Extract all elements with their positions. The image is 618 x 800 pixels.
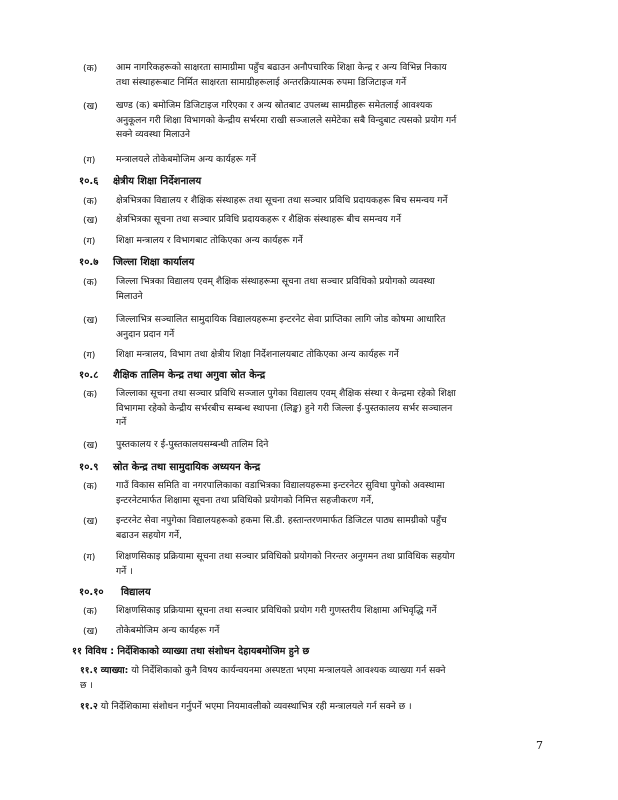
item-text-line: इन्टरनेट सेवा नपुगेका विद्यालयहरूको हकमा सि.डी. हस्तान्तरणमार्फत डिजिटल पाठ्य सामग्रीको पहुँच xyxy=(116,515,447,526)
item-text-line: अनुकूलन गरी शिक्षा विभागको केन्द्रीय सर्भरमा राखी सञ्जालले समेटेका सबै विन्दुबाट त्यसको प्रयोग गर्न xyxy=(116,114,457,126)
section-number: १०.८ xyxy=(79,370,99,381)
section-title: जिल्ला शिक्षा कार्यालय xyxy=(113,257,195,268)
paragraph-bold-term: व्याख्या: xyxy=(100,665,129,676)
item-text-line: मिलाउने xyxy=(116,290,143,302)
item-text-line: सक्ने व्यवस्था मिलाउने xyxy=(116,129,191,140)
item-label: (क) xyxy=(83,63,98,74)
item-label: (क) xyxy=(83,481,98,492)
paragraph-11-1 xyxy=(80,663,546,693)
item-text xyxy=(116,275,544,304)
item-label: (ग) xyxy=(83,155,96,166)
section-number: १०.६ xyxy=(79,176,99,187)
section-heading-11: ११ विविध : निर्देशिकाको व्याख्या तथा संशोधन देहायबमोजिम हुने छ xyxy=(72,646,310,657)
section-title: स्रोत केन्द्र तथा सामुदायिक अध्ययन केन्द्र xyxy=(113,462,261,473)
item-text-line: शिक्षा मन्त्रालय र विभागबाट तोकिएका अन्य कार्यहरू गर्ने xyxy=(116,235,303,246)
item-label: (ख) xyxy=(83,315,98,326)
paragraph-text-line: छ । xyxy=(80,680,93,691)
item-text xyxy=(116,153,544,168)
item-text-line: क्षेत्रभित्रका विद्यालय र शैक्षिक संस्थाहरू तथा सूचना तथा सञ्चार प्रविधि प्रदायकहरू बिच समन्वय गर्ने xyxy=(116,195,448,206)
item-text xyxy=(116,313,544,342)
page-number: 7 xyxy=(536,739,543,752)
item-text xyxy=(116,348,544,363)
paragraph-number: ११.२ xyxy=(80,701,98,712)
item-text-line: पुस्तकालय र ई-पुस्तकालयसम्बन्धी तालिम दिने xyxy=(116,439,269,450)
item-label: (ख) xyxy=(83,440,98,451)
item-label: (क) xyxy=(83,196,98,207)
item-text-line: खण्ड (क) बमोजिम डिजिटाइज गरिएका र अन्य स्रोतबाट उपलब्ध सामग्रीहरू समेतलाई आवश्यक xyxy=(116,100,433,111)
item-text-line: इन्टरनेटमार्फत शिक्षामा सूचना तथा प्रविधिको प्रयोगको निमित्त सहजीकरण गर्ने, xyxy=(116,494,374,506)
section-number: १०.७ xyxy=(79,257,99,268)
paragraph-text: यो निर्देशिकाको कुनै विषय कार्यन्वयनमा अस्पष्टता भएमा मन्त्रालयले आवश्यक व्याख्या गर्न सक्ने xyxy=(131,665,446,676)
item-text-line: मन्त्रालयले तोकेबमोजिम अन्य कार्यहरू गर्ने xyxy=(116,154,256,165)
item-text xyxy=(116,194,544,209)
item-text xyxy=(116,234,544,249)
item-text xyxy=(116,604,544,619)
item-text-line: विभागमा रहेको केन्द्रीय सर्भरबीच सम्बन्ध स्थापना (लिङ्क) हुने गरी जिल्ला ई-पुस्तकालय सर्भर सञ्चालन xyxy=(116,402,453,414)
paragraph-11-2 xyxy=(80,699,546,714)
paragraph-number: ११.१ xyxy=(80,665,98,676)
item-text xyxy=(116,550,544,579)
section-number: १०.१० xyxy=(79,587,104,598)
item-label: (ग) xyxy=(83,552,96,563)
section-title: क्षेत्रीय शिक्षा निर्देशनालय xyxy=(113,176,202,187)
item-text-line: तथा संस्थाहरूबाट निर्मित साक्षरता सामाग्रीहरूलाई अन्तरक्रियात्मक रुपमा डिजिटाइज गर्ने xyxy=(116,76,407,88)
item-text-line: जिल्ला भित्रका विद्यालय एवम् शैक्षिक संस्थाहरूमा सूचना तथा सञ्चार प्रविधिको प्रयोगको व्यवस्था xyxy=(116,276,435,287)
section-title: शैक्षिक तालिम केन्द्र तथा अगुवा स्रोत केन्द्र xyxy=(113,370,266,381)
item-text-line: शिक्षा मन्त्रालय, विभाग तथा क्षेत्रीय शिक्षा निर्देशनालयबाट तोकिएका अन्य कार्यहरू गर्ने xyxy=(116,349,399,360)
item-text-line: शिक्षणसिकाइ प्रक्रियामा सूचना तथा सञ्चार प्रविधिको प्रयोगको निरन्तर अनुगमन तथा प्राविधिक सहयोग xyxy=(116,551,455,562)
item-text-line: जिल्लाभित्र सञ्चालित सामुदायिक विद्यालयहरूमा इन्टरनेट सेवा प्राप्तिका लागि जोड कोषमा आधारित xyxy=(116,314,446,325)
item-text-line: क्षेत्रभित्रका सूचना तथा सञ्चार प्रविधि प्रदायकहरू र शैक्षिक संस्थाहरू बीच समन्वय गर्ने xyxy=(116,214,401,225)
item-text-line: आम नागरिकहरूको साक्षरता सामाग्रीमा पहुँच बढाउन अनौपचारिक शिक्षा केन्द्र र अन्य विभिन्न निकाय xyxy=(116,62,447,73)
item-text-line: जिल्लाका सूचना तथा सञ्चार प्रविधि सञ्जाल पुगेका विद्यालय एवम् शैक्षिक संस्था र केन्द्रमा रहेको शिक्षा xyxy=(116,388,456,399)
item-text xyxy=(116,387,544,431)
item-label: (ख) xyxy=(83,516,98,527)
item-text-line: गाउँ विकास समिति वा नगरपालिकाका वडाभित्रका विद्यालयहरूमा इन्टरनेटर सुविधा पुगेको अवस्थामा xyxy=(116,480,445,491)
item-text-line: तोकेबमोजिम अन्य कार्यहरू गर्ने xyxy=(116,625,220,636)
item-text xyxy=(116,99,544,143)
item-text-line: गर्ने । xyxy=(116,565,133,577)
section-number: १०.९ xyxy=(79,462,99,473)
item-text-line: अनुदान प्रदान गर्ने xyxy=(116,328,175,340)
item-text xyxy=(116,61,544,90)
item-text-line: गर्ने xyxy=(116,417,127,428)
item-label: (ग) xyxy=(83,236,96,247)
item-label: (ख) xyxy=(83,626,98,637)
item-text xyxy=(116,514,544,543)
item-label: (ख) xyxy=(83,101,98,112)
item-label: (ग) xyxy=(83,350,96,361)
item-text xyxy=(116,213,544,228)
item-label: (क) xyxy=(83,389,98,400)
item-text xyxy=(116,624,544,639)
paragraph-text: यो निर्देशिकामा संशोधन गर्नुपर्ने भएमा नियमावलीको व्यवस्थाभित्र रही मन्त्रालयले गर्न सक्ने छ । xyxy=(100,701,412,712)
item-text-line: बढाउन सहयोग गर्ने, xyxy=(116,529,182,541)
item-label: (क) xyxy=(83,606,98,617)
item-text xyxy=(116,479,544,508)
item-label: (ख) xyxy=(83,215,98,226)
item-text xyxy=(116,438,544,453)
item-label: (क) xyxy=(83,277,98,288)
item-text-line: शिक्षणसिकाइ प्रक्रियामा सूचना तथा सञ्चार प्रविधिको प्रयोग गरी गुणस्तरीय शिक्षामा अभिवृद्धि गर्ने xyxy=(116,605,437,616)
section-title: विद्यालय xyxy=(121,587,151,598)
